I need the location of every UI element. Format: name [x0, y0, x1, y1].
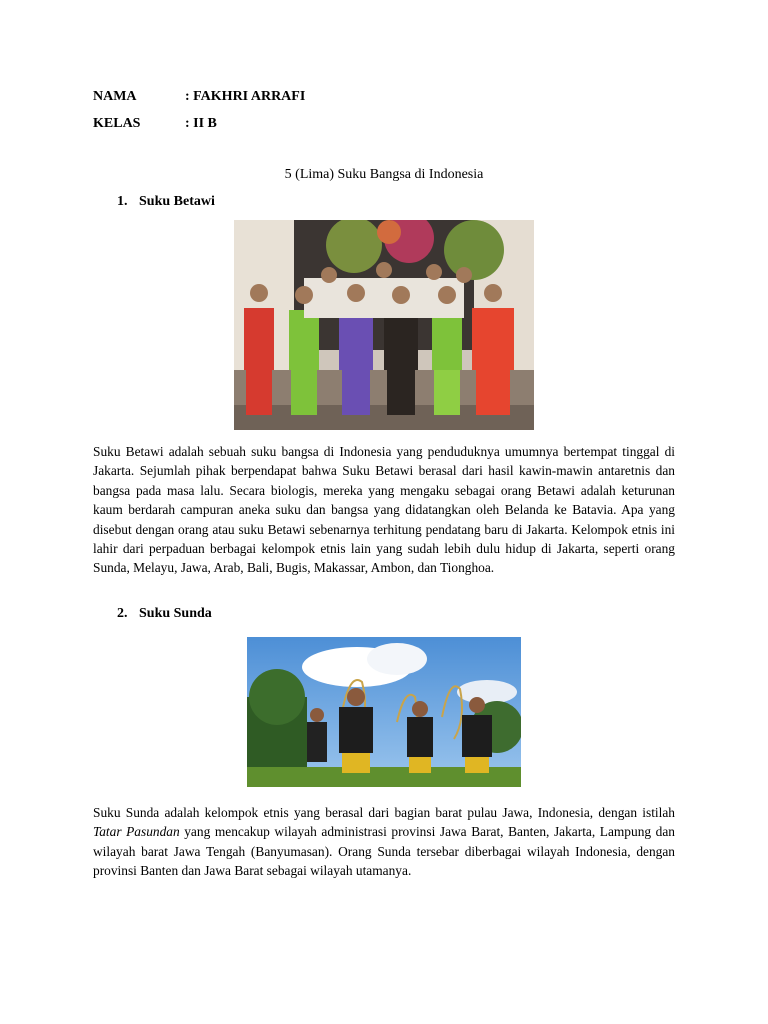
document-title: 5 (Lima) Suku Bangsa di Indonesia — [284, 167, 484, 182]
betawi-paragraph: Suku Betawi adalah sebuah suku bangsa di Indonesia yang penduduknya umumnya bertempat tinggal di Jakarta. Sejumlah pihak berpendapat bahwa Suku Betawi berasal dari hasil kawin-mawin antaretnis dan bangsa pada masa lalu. Secara biologis, mereka yang mengaku sebagai orang Betawi adalah keturunan kaum berdarah campuran aneka suku dan bangsa yang didatangkan oleh Belanda ke Batavia. Apa yang disebut dengan orang atau suku Betawi sebenarnya terhitung pendatang baru di Jakarta. Kelompok etnis ini lahir dari perpaduan berbagai kelompok etnis lain yang sudah lebih dulu hidup di Jakarta, seperti orang Sunda, Melayu, Jawa, Arab, Bali, Bugis, Makassar, Ambon, dan Tionghoa. — [93, 444, 675, 576]
name-row — [93, 89, 305, 105]
name-value: : FAKHRI ARRAFI — [185, 89, 306, 104]
section-title: Suku Betawi — [139, 194, 215, 209]
betawi-photo — [234, 220, 534, 430]
class-row — [93, 116, 217, 132]
sunda-paragraph-part1: Suku Sunda adalah kelompok etnis yang berasal dari bagian barat pulau Jawa, Indonesia, dengan istilah — [93, 805, 675, 820]
section-title: Suku Sunda — [139, 606, 212, 621]
sunda-photo — [247, 637, 521, 787]
class-label: KELAS — [93, 116, 141, 131]
section-heading-betawi — [117, 194, 215, 210]
sunda-paragraph-part2: yang mencakup wilayah administrasi provinsi Jawa Barat, Banten, Jakarta, Lampung dan wilayah barat Jawa Tengah (Banyumasan). Orang Sunda tersebar diberbagai wilayah Indonesia, dengan provinsi Banten dan Jawa Barat sebagai wilayah utamanya. — [93, 824, 675, 879]
section-number: 1. — [117, 194, 128, 209]
class-value: : II B — [185, 116, 217, 131]
sunda-paragraph-italic: Tatar Pasundan — [93, 824, 180, 840]
sunda-paragraph — [93, 803, 675, 881]
name-label: NAMA — [93, 89, 137, 104]
section-heading-sunda — [117, 606, 212, 622]
section-number: 2. — [117, 606, 128, 621]
